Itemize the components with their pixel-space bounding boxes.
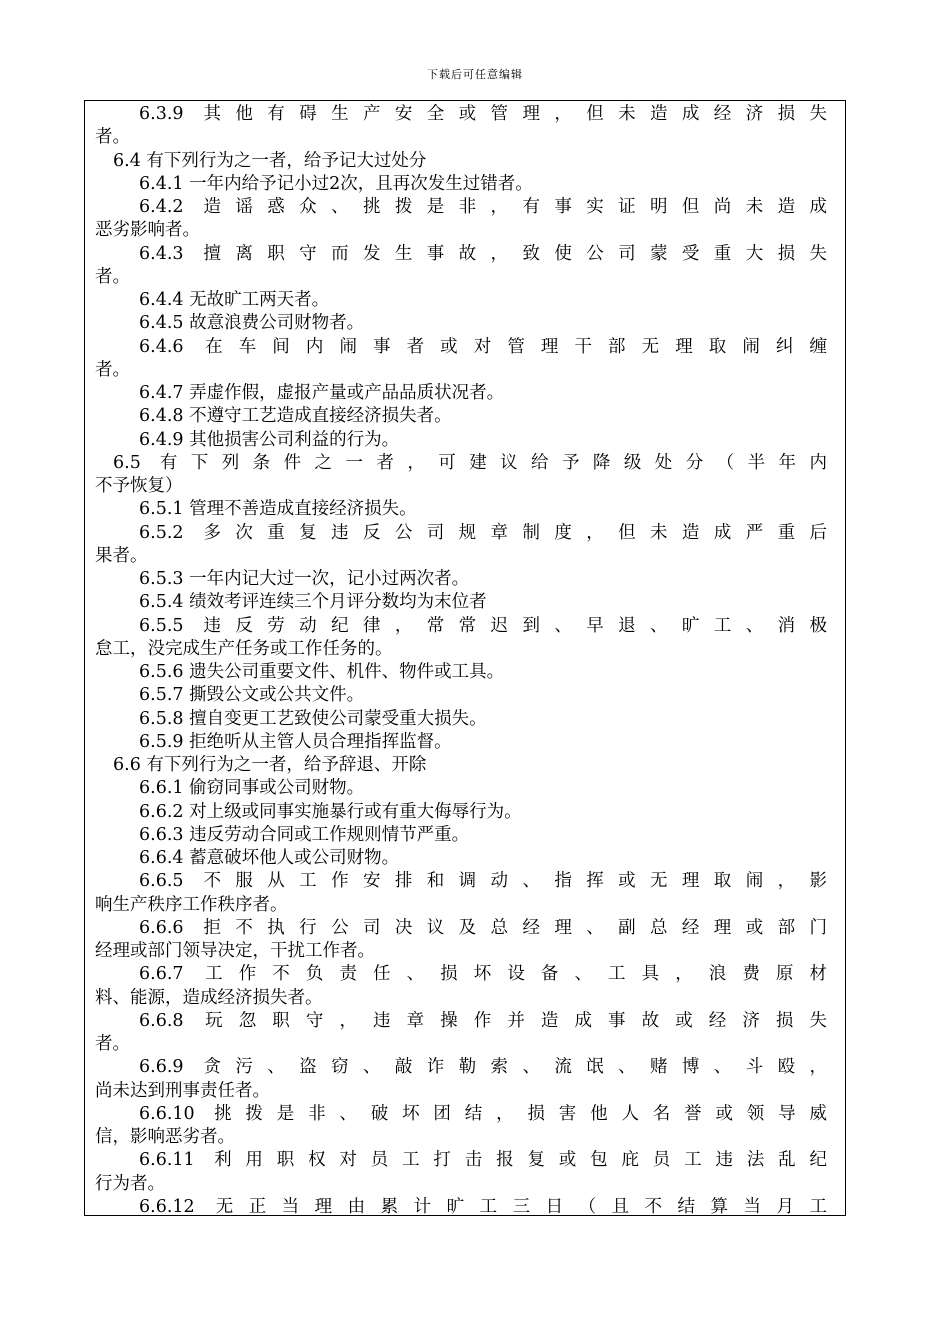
text-line: 6.6.8 玩忽职守，违章操作并造成事故或经济损失 (139, 1010, 827, 1031)
text-line: 6.4.6 在车间内闹事者或对管理干部无理取闹纠缠 (139, 336, 827, 357)
text-line: 6.6.11 利用职权对员工打击报复或包庇员工违法乱纪 (139, 1150, 827, 1171)
text-line: 6.5.4 绩效考评连续三个月评分数均为末位者 (139, 592, 487, 613)
text-line: 6.6 有下列行为之一者，给予辞退、开除 (113, 755, 427, 775)
text-line: 6.6.5 不服从工作安排和调动、指挥或无理取闹，影 (139, 871, 827, 892)
text-line: 者。 (95, 127, 130, 148)
text-line: 6.4.1 一年内给予记小过2次，且再次发生过错者。 (139, 173, 533, 194)
text-line: 不予恢复） (95, 476, 183, 496)
document-content-box (84, 100, 846, 1216)
text-line: 6.5.7 撕毁公文或公共文件。 (139, 685, 365, 706)
text-line: 6.4.5 故意浪费公司财物者。 (139, 313, 365, 334)
text-line: 6.4.4 无故旷工两天者。 (139, 290, 330, 310)
text-line: 6.5.6 遗失公司重要文件、机件、物件或工具。 (139, 662, 505, 682)
text-line: 怠工，没完成生产任务或工作任务的。 (95, 638, 393, 659)
text-line: 经理或部门领导决定，干扰工作者。 (95, 941, 375, 961)
text-line: 6.6.12 无正当理由累计旷工三日（且不结算当月工 (139, 1196, 827, 1216)
text-line: 6.6.9 贪污、盗窃、敲诈勒索、流氓、赌博、斗殴， (139, 1057, 827, 1078)
text-line: 6.5 有下列条件之一者，可建议给予降级处分（半年内 (113, 452, 827, 473)
text-line: 6.6.6 拒不执行公司决议及总经理、副总经理或部门 (139, 917, 827, 938)
text-line: 6.6.1 偷窃同事或公司财物。 (139, 778, 365, 799)
page-header: 下载后可任意编辑 (427, 68, 523, 81)
text-line: 者。 (95, 266, 130, 287)
text-line: 6.5.1 管理不善造成直接经济损失。 (139, 499, 417, 520)
text-line: 6.6.7 工作不负责任、损坏设备、工具，浪费原材 (139, 964, 827, 985)
text-line: 6.6.3 违反劳动合同或工作规则情节严重。 (139, 824, 470, 845)
text-line: 行为者。 (95, 1173, 165, 1194)
text-line: 6.4 有下列行为之一者，给予记大过处分 (113, 150, 427, 171)
text-line: 6.4.3 擅离职守而发生事故，致使公司蒙受重大损失 (139, 243, 827, 264)
text-line: 尚未达到刑事责任者。 (95, 1080, 270, 1101)
text-line: 者。 (95, 359, 130, 380)
text-line: 6.5.5 违反劳动纪律，常常迟到、早退、旷工、消极 (139, 615, 827, 636)
text-line: 6.3.9 其他有碍生产安全或管理，但未造成经济损失 (139, 104, 827, 124)
text-line: 6.5.2 多次重复违反公司规章制度，但未造成严重后 (139, 522, 827, 543)
text-line: 6.6.4 蓄意破坏他人或公司财物。 (139, 848, 400, 868)
text-line: 恶劣影响者。 (95, 220, 200, 241)
text-line: 6.6.2 对上级或同事实施暴行或有重大侮辱行为。 (139, 801, 522, 822)
text-line: 者。 (95, 1034, 130, 1054)
text-line: 6.5.3 一年内记大过一次，记小过两次者。 (139, 569, 470, 589)
text-line: 6.4.9 其他损害公司利益的行为。 (139, 429, 400, 450)
text-line: 果者。 (95, 545, 148, 566)
text-line: 6.5.8 擅自变更工艺致使公司蒙受重大损失。 (139, 708, 487, 729)
text-line: 6.4.8 不遵守工艺造成直接经济损失者。 (139, 406, 452, 427)
text-line: 料、能源，造成经济损失者。 (95, 987, 323, 1008)
text-line: 6.4.7 弄虚作假，虚报产量或产品品质状况者。 (139, 383, 505, 403)
text-line: 信，影响恶劣者。 (95, 1127, 235, 1147)
text-line: 6.4.2 造谣惑众、挑拨是非，有事实证明但尚未造成 (139, 197, 827, 217)
text-line: 6.6.10 挑拨是非、破坏团结，损害他人名誉或领导威 (139, 1103, 827, 1124)
text-line: 响生产秩序工作秩序者。 (95, 894, 288, 915)
text-line: 6.5.9 拒绝听从主管人员合理指挥监督。 (139, 731, 452, 752)
